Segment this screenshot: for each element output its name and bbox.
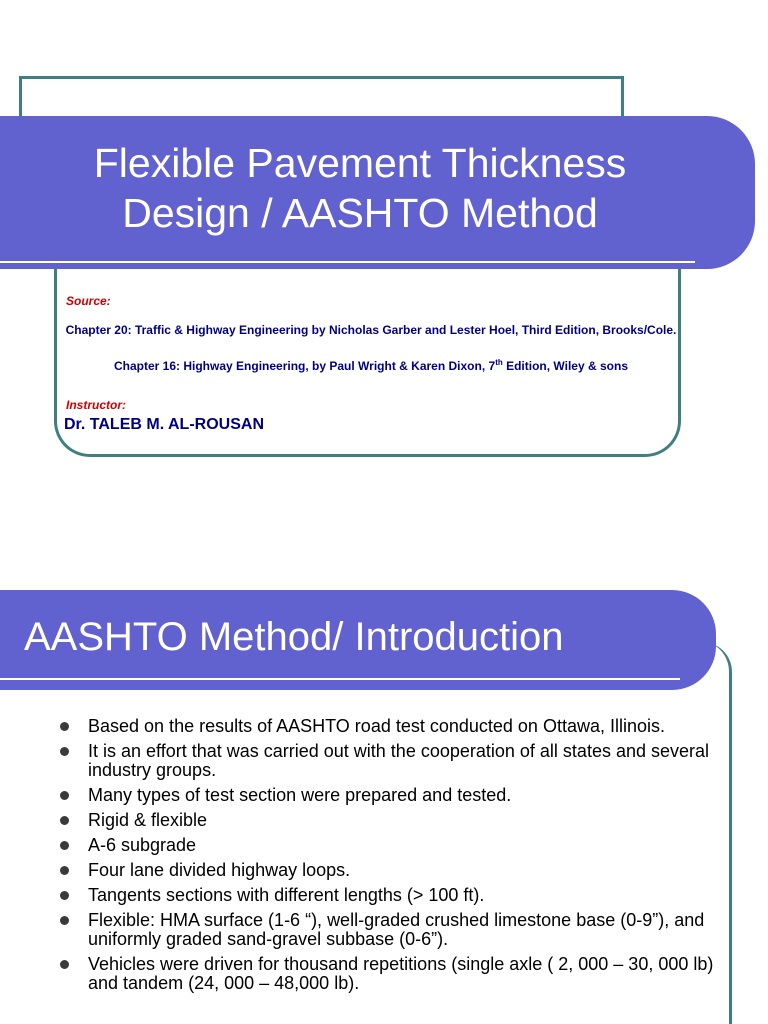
bullet-dot-icon (60, 916, 69, 925)
title-banner (0, 116, 755, 269)
bullet-list (56, 717, 716, 999)
bullet-text: Four lane divided highway loops. (88, 860, 351, 880)
bullet-item (56, 955, 716, 993)
bullet-dot-icon (60, 960, 69, 969)
bullet-text: It is an effort that was carried out with the cooperation of all states and several industry groups. (88, 741, 710, 780)
bullet-item (56, 861, 716, 880)
source-citation-2-superscript: th (495, 358, 503, 367)
intro-title: AASHTO Method/ Introduction (24, 615, 564, 659)
bullet-item (56, 836, 716, 855)
bullet-item (56, 911, 716, 949)
bullet-text: Based on the results of AASHTO road test conducted on Ottawa, Illinois. (88, 716, 665, 736)
bullet-dot-icon (60, 816, 69, 825)
bullet-dot-icon (60, 722, 69, 731)
bullet-text: Tangents sections with different lengths (> 100 ft). (88, 885, 485, 905)
bullet-dot-icon (60, 841, 69, 850)
intro-underline (0, 678, 680, 680)
intro-slide (0, 512, 768, 1024)
bullet-dot-icon (60, 791, 69, 800)
title-line-2: Design / AASHTO Method (122, 190, 598, 236)
title-underline (0, 261, 695, 263)
instructor-label: Instructor: (66, 398, 126, 412)
source-citation-2-tail: Edition, Wiley & sons (502, 359, 628, 373)
bullet-item (56, 786, 716, 805)
bullet-item (56, 811, 716, 830)
bullet-dot-icon (60, 866, 69, 875)
bullet-item (56, 886, 716, 905)
bullet-text: Many types of test section were prepared and tested. (88, 785, 512, 805)
slide-title (0, 138, 720, 238)
source-citation-2 (64, 356, 678, 373)
bullet-dot-icon (60, 891, 69, 900)
instructor-name: Dr. TALEB M. AL-ROUSAN (64, 416, 264, 433)
bullet-text: Rigid & flexible (88, 810, 208, 830)
bullet-dot-icon (60, 747, 69, 756)
source-citation-2-text: Chapter 16: Highway Engineering, by Paul Wright & Karen Dixon, 7 (114, 359, 496, 373)
source-label: Source: (66, 294, 111, 308)
bullet-item (56, 717, 716, 736)
source-citation-1: Chapter 20: Traffic & Highway Engineering by Nicholas Garber and Lester Hoel, Third Edition, Brooks/Cole. (65, 323, 677, 337)
title-line-1: Flexible Pavement Thickness (93, 140, 627, 186)
bullet-text: Flexible: HMA surface (1-6 “), well-graded crushed limestone base (0-9”), and uniformly graded sand-gravel subbase (0-6”). (88, 910, 705, 949)
bullet-item (56, 742, 716, 780)
intro-banner (0, 590, 716, 690)
bullet-text: Vehicles were driven for thousand repetitions (single axle ( 2, 000 – 30, 000 lb) and tandem (24, 000 – 48,000 lb). (88, 954, 714, 993)
bullet-text: A-6 subgrade (88, 835, 197, 855)
